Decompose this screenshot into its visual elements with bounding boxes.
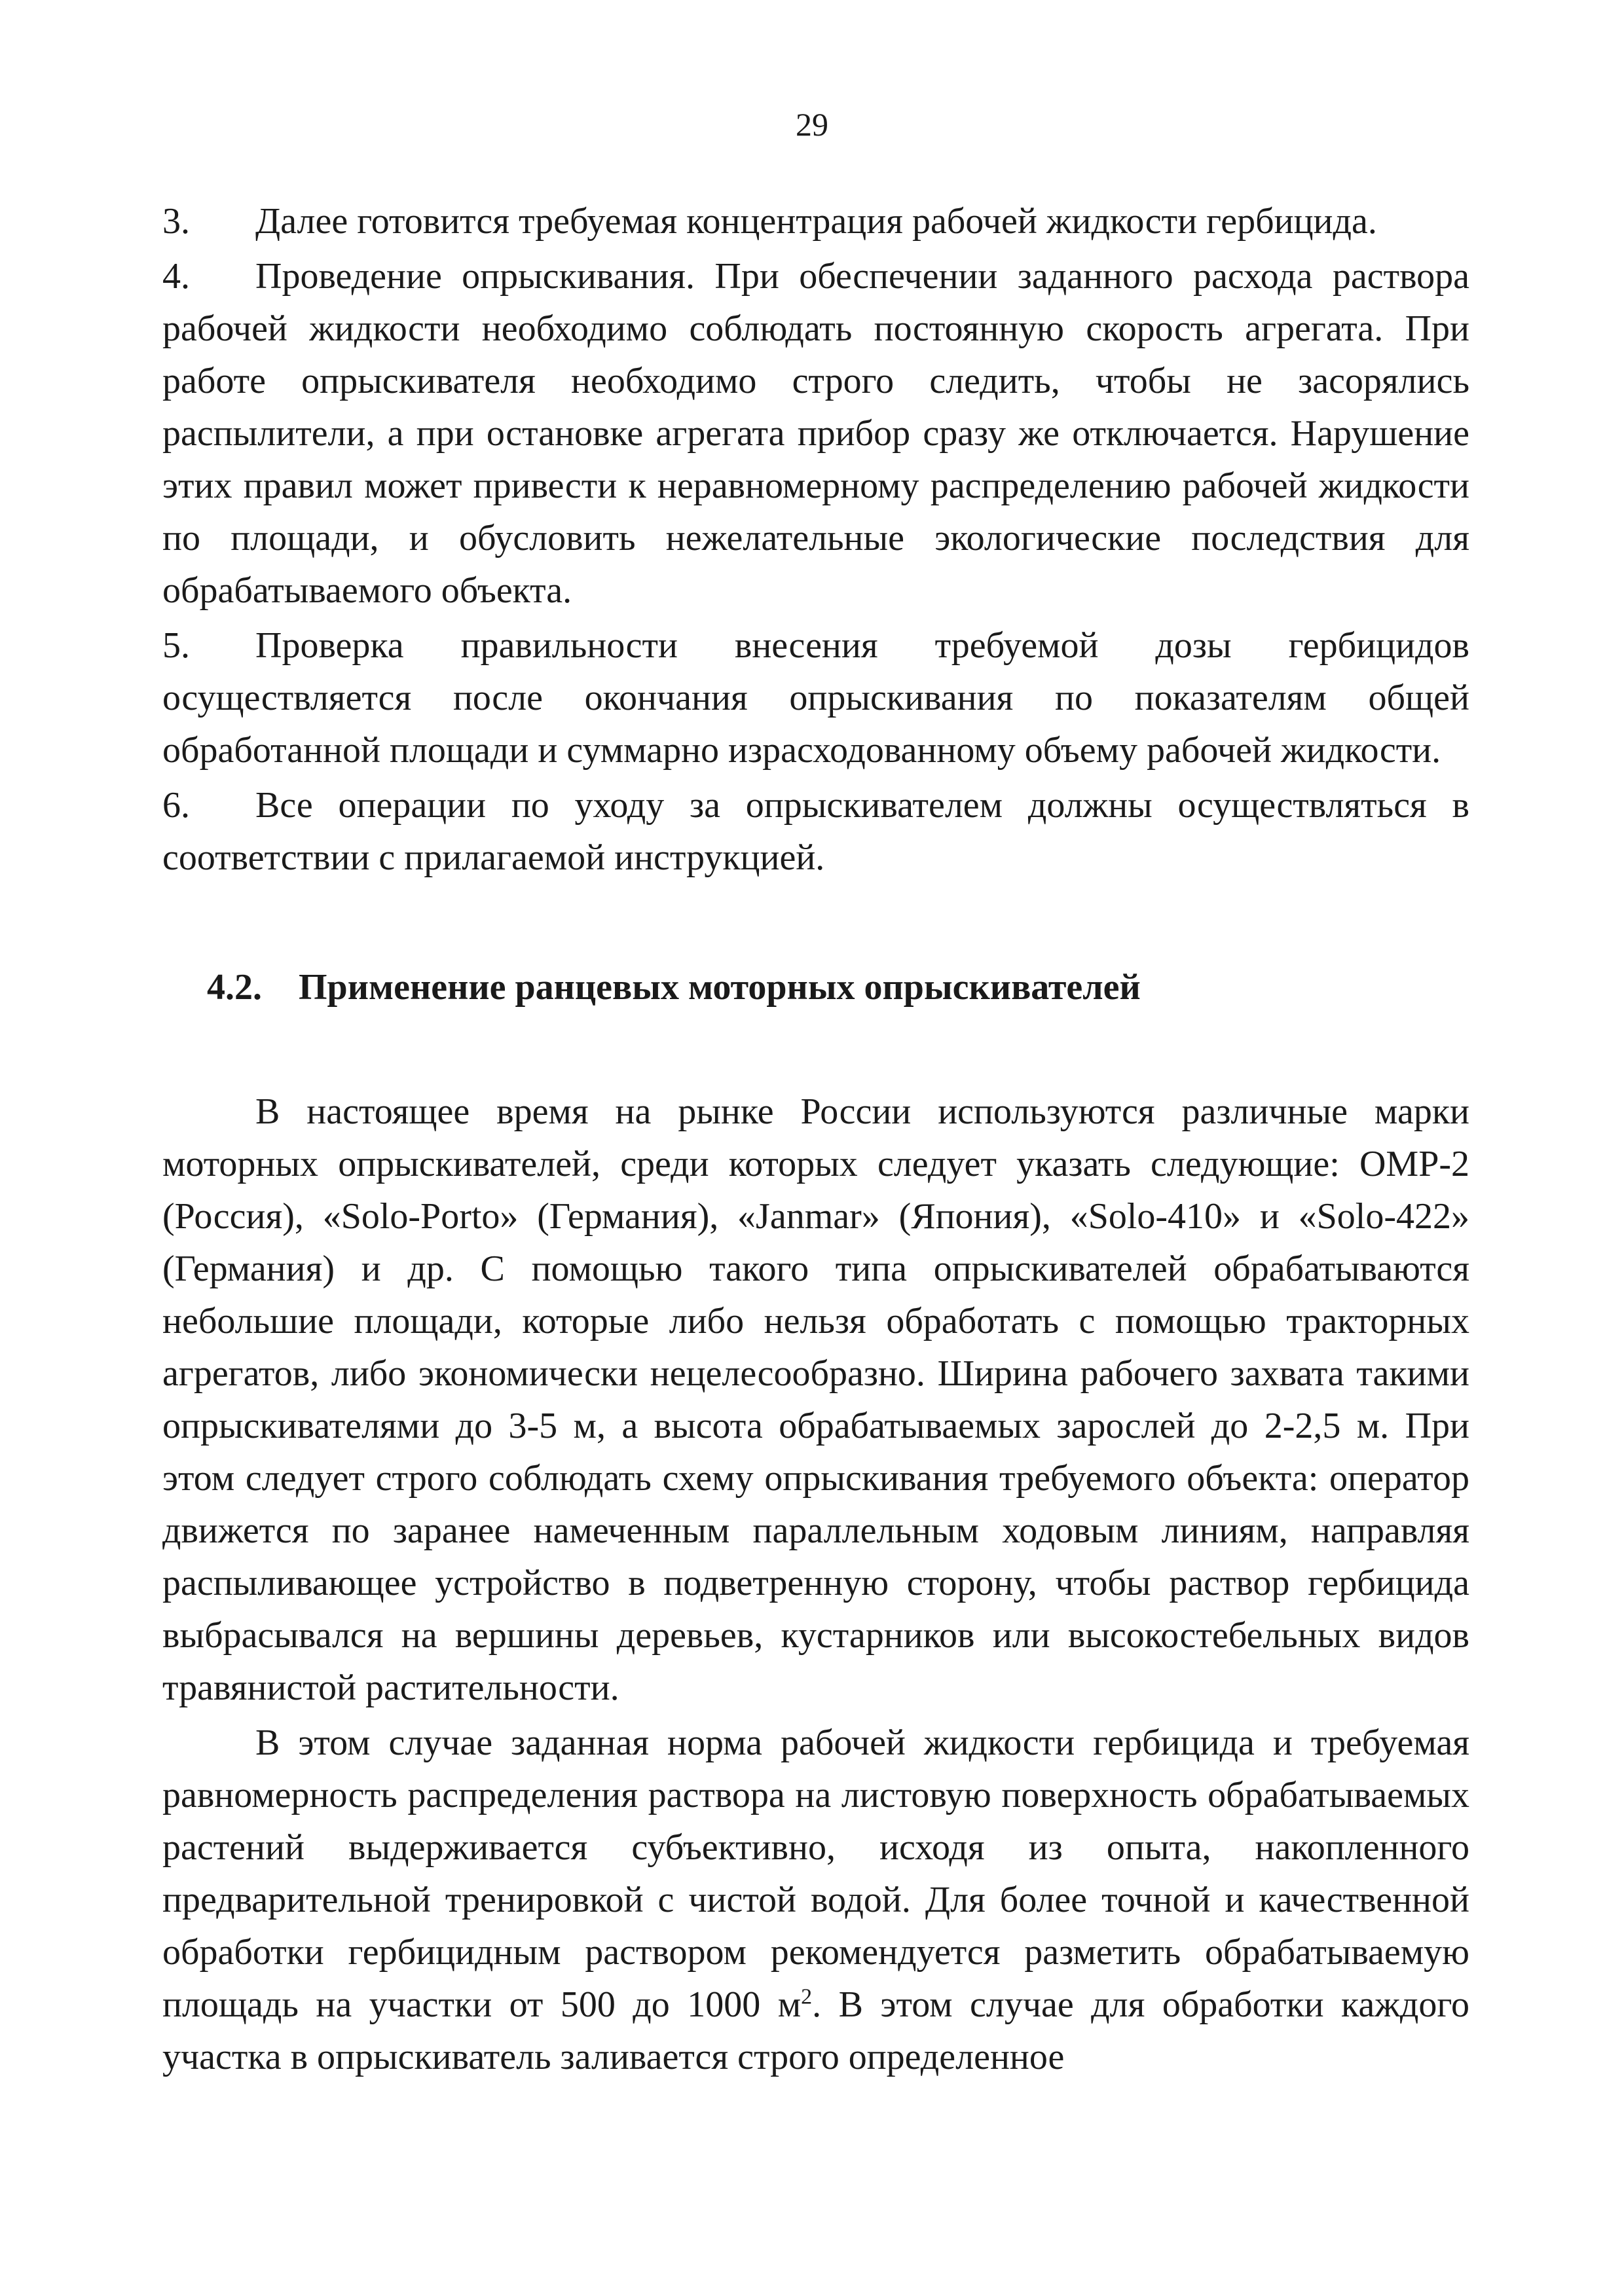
list-item-number: 3. [162, 201, 190, 242]
section-heading [162, 961, 1469, 1013]
list-item [162, 250, 1469, 617]
list-item-number: 6. [162, 785, 190, 826]
section-body [162, 1085, 1469, 2083]
list-item-text: Проверка правильности внесения требуемой дозы гербицидов осуществляется после окончания опрыскивания по показателям общей обработанной площади и суммарно израсходованному объему рабочей жидкости. [162, 625, 1469, 771]
body-paragraph [162, 1717, 1469, 2083]
list-item-text: Проведение опрыскивания. При обеспечении заданного расхода раствора рабочей жидкости необходимо соблюдать постоянную скорость агрегата. При работе опрыскивателя необходимо строго следить, чтобы не засорялись распылители, а при остановке агрегата прибор сразу же отключается. Нарушение этих правил может привести к неравномерному распределению рабочей жидкости по площади, и обусловить нежелательные экологические последствия для обрабатываемого объекта. [162, 256, 1469, 611]
page-content [162, 195, 1469, 2083]
superscript: 2 [801, 1984, 813, 2009]
list-item-text: Далее готовится требуемая концентрация рабочей жидкости гербицида. [255, 201, 1377, 242]
list-item-text: Все операции по уходу за опрыскивателем должны осуществляться в соответствии с прилагаемой инструкцией. [162, 785, 1469, 878]
paragraph-text: . В этом случае для обработки каждого участка в опрыскиватель заливается строго определенное [162, 1984, 1469, 2077]
list-item [162, 619, 1469, 776]
section-number: 4.2. [207, 967, 262, 1008]
list-item-number: 4. [162, 256, 190, 297]
section-title: Применение ранцевых моторных опрыскивателей [299, 967, 1141, 1008]
list-item [162, 195, 1469, 247]
list-item [162, 779, 1469, 884]
page-number: 29 [796, 106, 828, 143]
list-item-number: 5. [162, 625, 190, 666]
paragraph-text: В этом случае заданная норма рабочей жидкости гербицида и требуемая равномерность распределения раствора на листовую поверхность обрабатываемых растений выдерживается субъективно, исходя из опыта, накопленного предварительной тренировкой с чистой водой. Для более точной и качественной обработки гербицидным раствором рекомендуется разметить обрабатываемую площадь на участки от 500 до 1000 м [162, 1722, 1469, 2025]
body-paragraph: В настоящее время на рынке России используются различные марки моторных опрыскивателей, среди которых следует указать следующие: ОМР-2 (Россия), «Solo-Porto» (Германия), «Janmar» (Япония), «Solo-410» и «Solo-422» (Германия) и др. С помощью такого типа опрыскивателей обрабатываются небольшие площади, которые либо нельзя обработать с помощью тракторных агрегатов, либо экономически нецелесообразно. Ширина рабочего захвата такими опрыскивателями до 3-5 м, а высота обрабатываемых зарослей до 2-2,5 м. При этом следует строго соблюдать схему опрыскивания требуемого объекта: оператор движется по заранее намеченным параллельным ходовым линиям, направляя распыливающее устройство в подветренную сторону, чтобы раствор гербицида выбрасывался на вершины деревьев, кустарников или высокостебельных видов травянистой растительности. [162, 1091, 1469, 1708]
